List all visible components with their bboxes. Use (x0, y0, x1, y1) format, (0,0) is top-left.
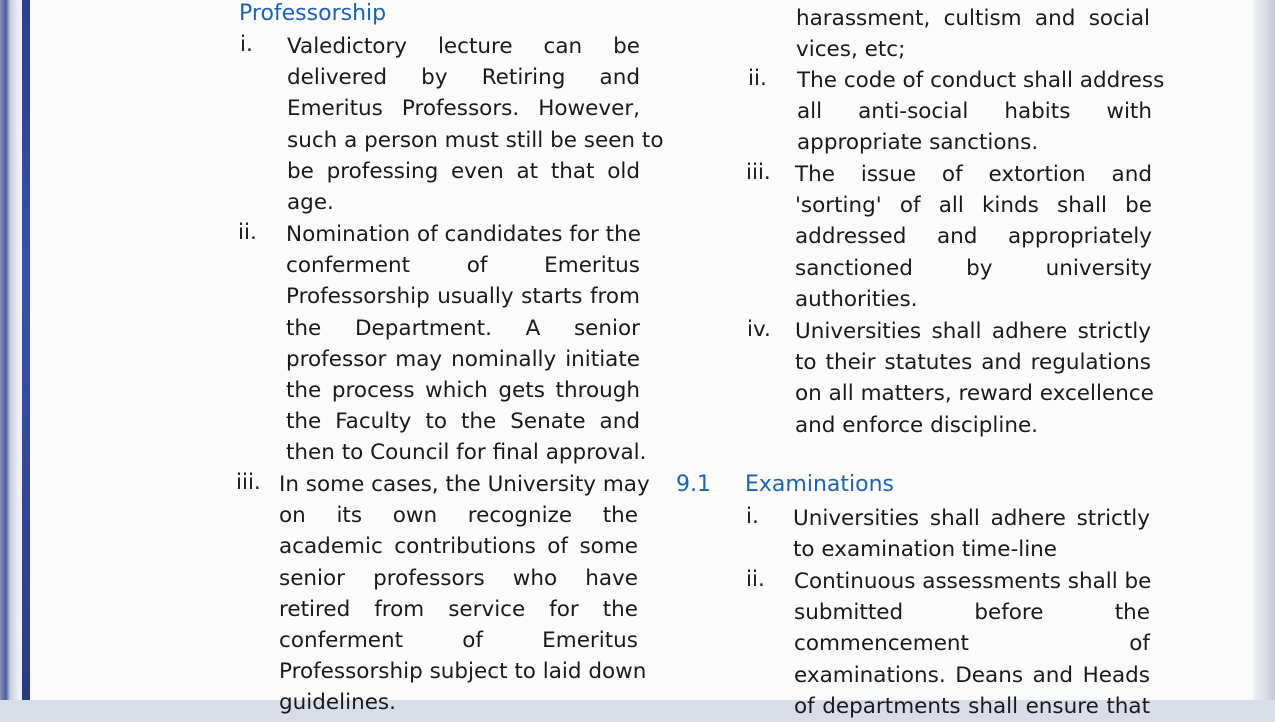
text-line: to their statutes and regulations (795, 350, 1151, 376)
list-item-text (793, 503, 1150, 565)
text-line: commencement of (794, 631, 1150, 657)
text-line: submitted before the (794, 600, 1150, 626)
text-line: on its own recognize the (279, 503, 638, 529)
list-marker: iv. (747, 317, 771, 342)
text-line: Professorship subject to laid down (279, 659, 647, 685)
text-line: academic contributions of some (279, 534, 638, 560)
text-line: then to Council for final approval. (286, 440, 647, 466)
list-marker: ii. (748, 66, 767, 91)
text-line: In some cases, the University may (279, 472, 650, 497)
section-heading-examinations: Examinations (745, 472, 894, 497)
list-marker: i. (746, 504, 759, 529)
text-line: delivered by Retiring and (287, 65, 640, 91)
list-item-text (279, 469, 650, 719)
text-line: appropriate sanctions. (797, 130, 1039, 156)
text-line: senior professors who have (279, 565, 638, 591)
text-line: harassment, cultism and social (796, 6, 1150, 31)
page-edge-right (1253, 0, 1275, 700)
text-line: The code of conduct shall address (797, 68, 1165, 93)
text-line: sanctioned by university (795, 255, 1152, 281)
text-line: authorities. (795, 286, 918, 312)
list-item-text (286, 219, 647, 469)
text-line: The issue of extortion and (795, 162, 1152, 187)
text-line: examinations. Deans and Heads (794, 662, 1150, 688)
text-line: to examination time-line (793, 537, 1058, 563)
text-line: Professorship usually starts from (286, 284, 640, 310)
list-item-text (797, 65, 1165, 159)
binding-spine (22, 0, 30, 700)
text-line: professor may nominally initiate (286, 346, 640, 372)
text-line: the Department. A senior (286, 315, 640, 341)
text-line: 'sorting' of all kinds shall be (795, 193, 1152, 219)
text-line: age. (287, 190, 334, 216)
continuation-text (796, 3, 1150, 65)
list-marker: i. (240, 32, 253, 57)
text-line: all anti-social habits with (797, 99, 1152, 125)
text-line: conferment of Emeritus (286, 253, 640, 279)
text-line: the Faculty to the Senate and (286, 409, 640, 435)
text-line: Universities shall adhere strictly (793, 506, 1150, 531)
text-line: Universities shall adhere strictly (795, 319, 1151, 344)
text-line: Continuous assessments shall be (794, 569, 1152, 594)
text-line: vices, etc; (796, 37, 906, 63)
text-line: be professing even at that old (287, 158, 640, 184)
text-line: retired from service for the (279, 596, 638, 622)
text-line: on all matters, reward excellence (795, 381, 1154, 407)
text-line: conferment of Emeritus (279, 628, 638, 654)
text-line: Emeritus Professors. However, (287, 96, 640, 122)
section-number: 9.1 (676, 472, 711, 497)
list-marker: ii. (746, 567, 765, 592)
list-item-text (794, 566, 1150, 722)
list-marker: iii. (236, 470, 261, 495)
text-line: Valedictory lecture can be (287, 34, 640, 59)
text-line: such a person must still be seen to (287, 127, 664, 153)
list-marker: iii. (746, 160, 771, 185)
text-line: and enforce discipline. (795, 412, 1039, 438)
text-line: addressed and appropriately (795, 224, 1152, 250)
list-marker: ii. (238, 220, 257, 245)
text-line: Nomination of candidates for the (286, 222, 641, 247)
list-item-text (795, 159, 1152, 315)
text-line: the process which gets through (286, 378, 640, 404)
section-heading-professorship: Professorship (239, 1, 387, 26)
list-item-text (795, 316, 1154, 441)
text-line: of departments shall ensure that (794, 693, 1150, 719)
text-line: guidelines. (279, 690, 396, 716)
list-item-text (287, 31, 664, 218)
